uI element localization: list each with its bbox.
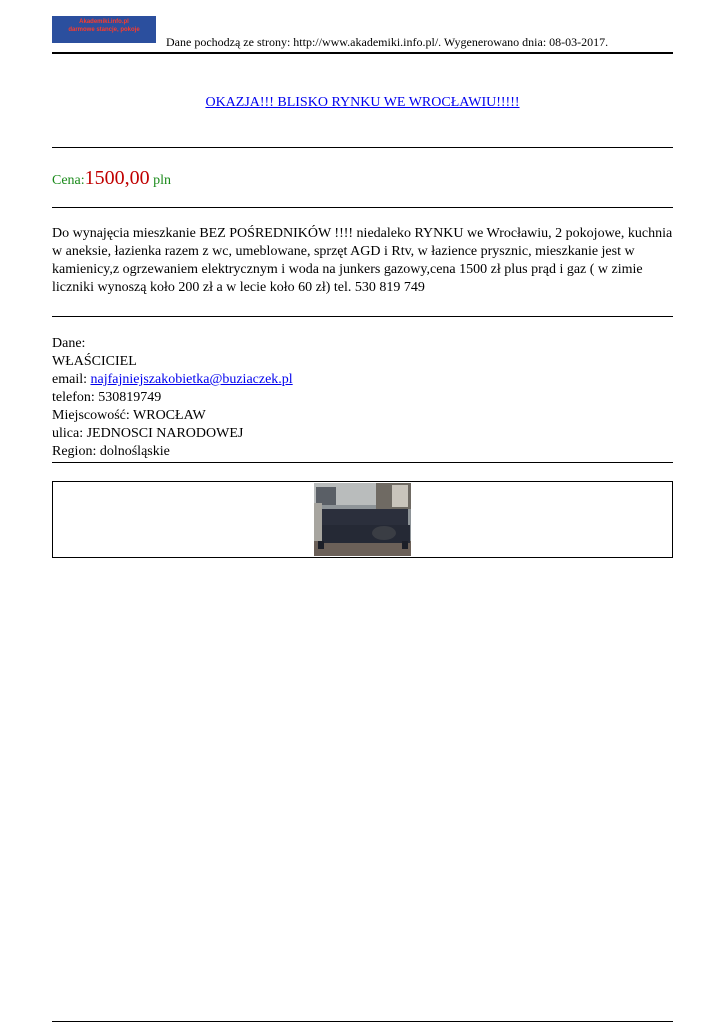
email-label: email: <box>52 372 91 387</box>
divider <box>52 316 673 317</box>
contact-city-row <box>52 407 293 425</box>
photo-gallery <box>52 481 673 558</box>
price-currency: pln <box>153 173 172 188</box>
logo-line-1: Akademiki.info.pl <box>79 19 129 25</box>
footer-divider <box>52 1021 673 1022</box>
price <box>52 167 171 190</box>
contact-email-row <box>52 371 293 389</box>
price-label: Cena: <box>52 173 85 188</box>
phone-value: 530819749 <box>98 390 162 405</box>
header-divider <box>52 52 673 54</box>
region-label: Region: <box>52 444 100 459</box>
city-label: Miejscowość: <box>52 408 134 423</box>
contact-owner: WŁAŚCICIEL <box>52 354 137 369</box>
divider <box>52 207 673 208</box>
sofa-photo-image <box>314 483 411 556</box>
listing-title <box>52 95 673 111</box>
contact-region-row <box>52 443 293 461</box>
listing-title-link[interactable]: OKAZJA!!! BLISKO RYNKU WE WROCŁAWIU!!!!! <box>205 95 520 110</box>
contact-street-row <box>52 425 293 443</box>
site-logo <box>52 16 156 43</box>
listing-description: Do wynajęcia mieszkanie BEZ POŚREDNIKÓW !!!! niedaleko RYNKU we Wrocławiu, 2 pokojowe, kuchnia w aneksie, łazienka razem z wc, umeblowane, sprzęt AGD i Rtv, w łazience prysznic, mieszkanie jest w kamienicy,z ogrzewaniem elektrycznym i woda na junkers gazowy,cena 1500 zł plus prąd i gaz ( w zimie liczniki wynoszą koło 200 zł a w lecie koło 60 zł) tel. 530 819 749 <box>52 226 673 295</box>
email-link[interactable]: najfajniejszakobietka@buziaczek.pl <box>90 372 293 387</box>
city-value: WROCŁAW <box>133 408 206 423</box>
listing-photo[interactable] <box>314 483 411 556</box>
source-note: Dane pochodzą ze strony: http://www.akademiki.info.pl/. Wygenerowano dnia: 08-03-2017. <box>166 35 609 49</box>
divider <box>52 462 673 463</box>
contact-phone-row <box>52 389 293 407</box>
contact-heading: Dane: <box>52 336 86 351</box>
contact-details <box>52 335 293 461</box>
divider <box>52 147 673 148</box>
phone-label: telefon: <box>52 390 99 405</box>
street-value: JEDNOSCI NARODOWEJ <box>86 426 244 441</box>
price-value: 1500,00 <box>84 167 150 189</box>
region-value: dolnośląskie <box>99 444 170 459</box>
logo-line-2: darmowe stancje, pokoje <box>68 27 140 33</box>
street-label: ulica: <box>52 426 87 441</box>
